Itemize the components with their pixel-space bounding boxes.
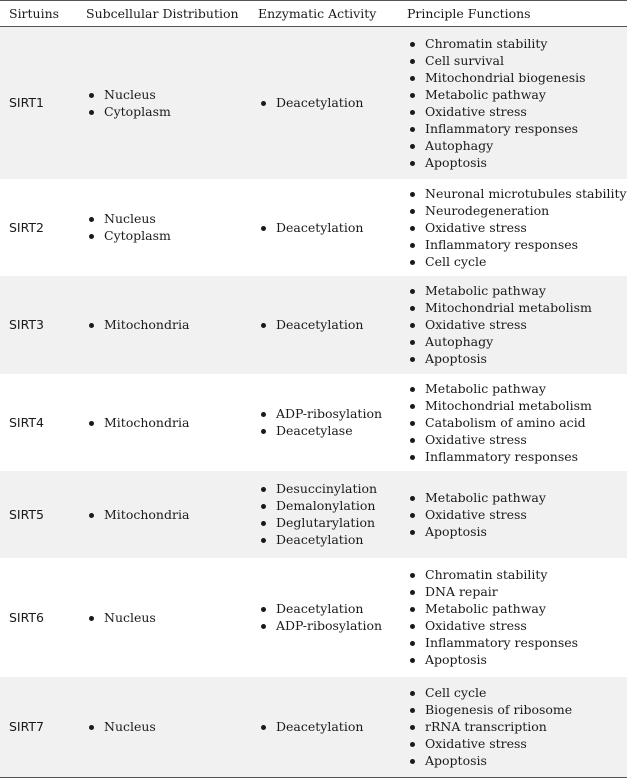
function-item: Neurodegeneration <box>410 202 627 219</box>
distribution-item: Nucleus <box>89 609 248 626</box>
table-row <box>0 558 627 677</box>
function-item: Inflammatory responses <box>410 634 627 651</box>
function-item: Inflammatory responses <box>410 448 627 465</box>
activity-item: Deacetylation <box>261 219 397 236</box>
function-item: Oxidative stress <box>410 431 627 448</box>
sirtuin-name: SIRT2 <box>9 219 44 235</box>
function-item: Apoptosis <box>410 752 627 769</box>
activity-item: Deacetylation <box>261 718 397 735</box>
distribution-cell-list <box>76 86 248 120</box>
function-item: rRNA transcription <box>410 718 627 735</box>
function-item: Oxidative stress <box>410 617 627 634</box>
function-item: Neuronal microtubules stability <box>410 185 627 202</box>
distribution-item: Mitochondria <box>89 316 248 333</box>
function-item: Oxidative stress <box>410 103 627 120</box>
functions-cell <box>397 179 627 276</box>
activity-item: ADP-ribosylation <box>261 617 397 634</box>
function-item: Oxidative stress <box>410 735 627 752</box>
activity-cell-list <box>248 405 397 439</box>
functions-cell-list <box>397 185 627 270</box>
distribution-cell-list <box>76 718 248 735</box>
activity-item: Demalonylation <box>261 497 397 514</box>
function-item: Mitochondrial metabolism <box>410 397 627 414</box>
functions-cell <box>397 677 627 778</box>
distribution-item: Nucleus <box>89 210 248 227</box>
distribution-cell <box>76 558 248 677</box>
distribution-item: Nucleus <box>89 86 248 103</box>
table-row <box>0 677 627 778</box>
function-item: Oxidative stress <box>410 506 627 523</box>
distribution-cell <box>76 27 248 179</box>
activity-cell-list <box>248 600 397 634</box>
distribution-cell <box>76 677 248 778</box>
functions-cell-list <box>397 684 627 769</box>
table-row <box>0 179 627 276</box>
activity-cell-list <box>248 480 397 548</box>
distribution-item: Mitochondria <box>89 414 248 431</box>
header-subcellular-distribution: Subcellular Distribution <box>76 1 248 27</box>
distribution-item: Cytoplasm <box>89 227 248 244</box>
activity-item: Deacetylation <box>261 94 397 111</box>
distribution-cell <box>76 374 248 471</box>
distribution-cell-list <box>76 506 248 523</box>
functions-cell-list <box>397 566 627 668</box>
activity-item: Desuccinylation <box>261 480 397 497</box>
activity-cell-list <box>248 94 397 111</box>
functions-cell-list <box>397 380 627 465</box>
distribution-cell <box>76 276 248 374</box>
table-header <box>0 1 627 27</box>
functions-cell <box>397 27 627 179</box>
header-sirtuins: Sirtuins <box>0 1 76 27</box>
distribution-item: Cytoplasm <box>89 103 248 120</box>
activity-item: ADP-ribosylation <box>261 405 397 422</box>
sirtuin-name: SIRT4 <box>9 414 44 430</box>
function-item: Apoptosis <box>410 523 627 540</box>
function-item: DNA repair <box>410 583 627 600</box>
functions-cell <box>397 276 627 374</box>
activity-cell <box>248 276 397 374</box>
distribution-cell-list <box>76 609 248 626</box>
sirtuin-name: SIRT5 <box>0 471 76 558</box>
activity-item: Deacetylation <box>261 531 397 548</box>
function-item: Apoptosis <box>410 350 627 367</box>
functions-cell <box>397 374 627 471</box>
function-item: Metabolic pathway <box>410 86 627 103</box>
header-row <box>0 1 627 27</box>
table-row <box>0 374 627 471</box>
sirtuin-name: SIRT7 <box>0 677 76 778</box>
activity-item: Deglutarylation <box>261 514 397 531</box>
function-item: Cell cycle <box>410 253 627 270</box>
activity-cell <box>248 374 397 471</box>
activity-cell-list <box>248 718 397 735</box>
table-row <box>0 471 627 558</box>
distribution-cell-list <box>76 210 248 244</box>
function-item: Metabolic pathway <box>410 600 627 617</box>
function-item: Oxidative stress <box>410 219 627 236</box>
function-item: Apoptosis <box>410 154 627 171</box>
activity-item: Deacetylation <box>261 600 397 617</box>
functions-cell-list <box>397 489 627 540</box>
activity-item: Deacetylation <box>261 316 397 333</box>
function-item: Apoptosis <box>410 651 627 668</box>
function-item: Cell survival <box>410 52 627 69</box>
distribution-cell-list <box>76 414 248 431</box>
activity-cell-list <box>248 219 397 236</box>
function-item: Autophagy <box>410 137 627 154</box>
sirtuin-name: SIRT1 <box>0 27 76 179</box>
table-row <box>0 276 627 374</box>
table-body <box>0 27 627 778</box>
function-item: Inflammatory responses <box>410 120 627 137</box>
activity-cell <box>248 471 397 558</box>
distribution-item: Mitochondria <box>89 506 248 523</box>
function-item: Metabolic pathway <box>410 282 627 299</box>
distribution-cell-list <box>76 316 248 333</box>
activity-item: Deacetylase <box>261 422 397 439</box>
function-item: Autophagy <box>410 333 627 350</box>
function-item: Metabolic pathway <box>410 380 627 397</box>
function-item: Mitochondrial metabolism <box>410 299 627 316</box>
function-item: Oxidative stress <box>410 316 627 333</box>
function-item: Chromatin stability <box>410 566 627 583</box>
function-item: Metabolic pathway <box>410 489 627 506</box>
table-row <box>0 27 627 179</box>
function-item: Inflammatory responses <box>410 236 627 253</box>
sirtuin-name: SIRT6 <box>9 609 44 625</box>
distribution-cell <box>76 179 248 276</box>
header-principle-functions: Principle Functions <box>397 1 627 27</box>
distribution-cell <box>76 471 248 558</box>
functions-cell-list <box>397 282 627 367</box>
function-item: Chromatin stability <box>410 35 627 52</box>
function-item: Mitochondrial biogenesis <box>410 69 627 86</box>
functions-cell <box>397 471 627 558</box>
functions-cell-list <box>397 35 627 171</box>
activity-cell-list <box>248 316 397 333</box>
activity-cell <box>248 558 397 677</box>
activity-cell <box>248 677 397 778</box>
function-item: Biogenesis of ribosome <box>410 701 627 718</box>
function-item: Cell cycle <box>410 684 627 701</box>
functions-cell <box>397 558 627 677</box>
activity-cell <box>248 27 397 179</box>
header-enzymatic-activity: Enzymatic Activity <box>248 1 397 27</box>
activity-cell <box>248 179 397 276</box>
sirtuin-name: SIRT3 <box>0 276 76 374</box>
distribution-item: Nucleus <box>89 718 248 735</box>
function-item: Catabolism of amino acid <box>410 414 627 431</box>
